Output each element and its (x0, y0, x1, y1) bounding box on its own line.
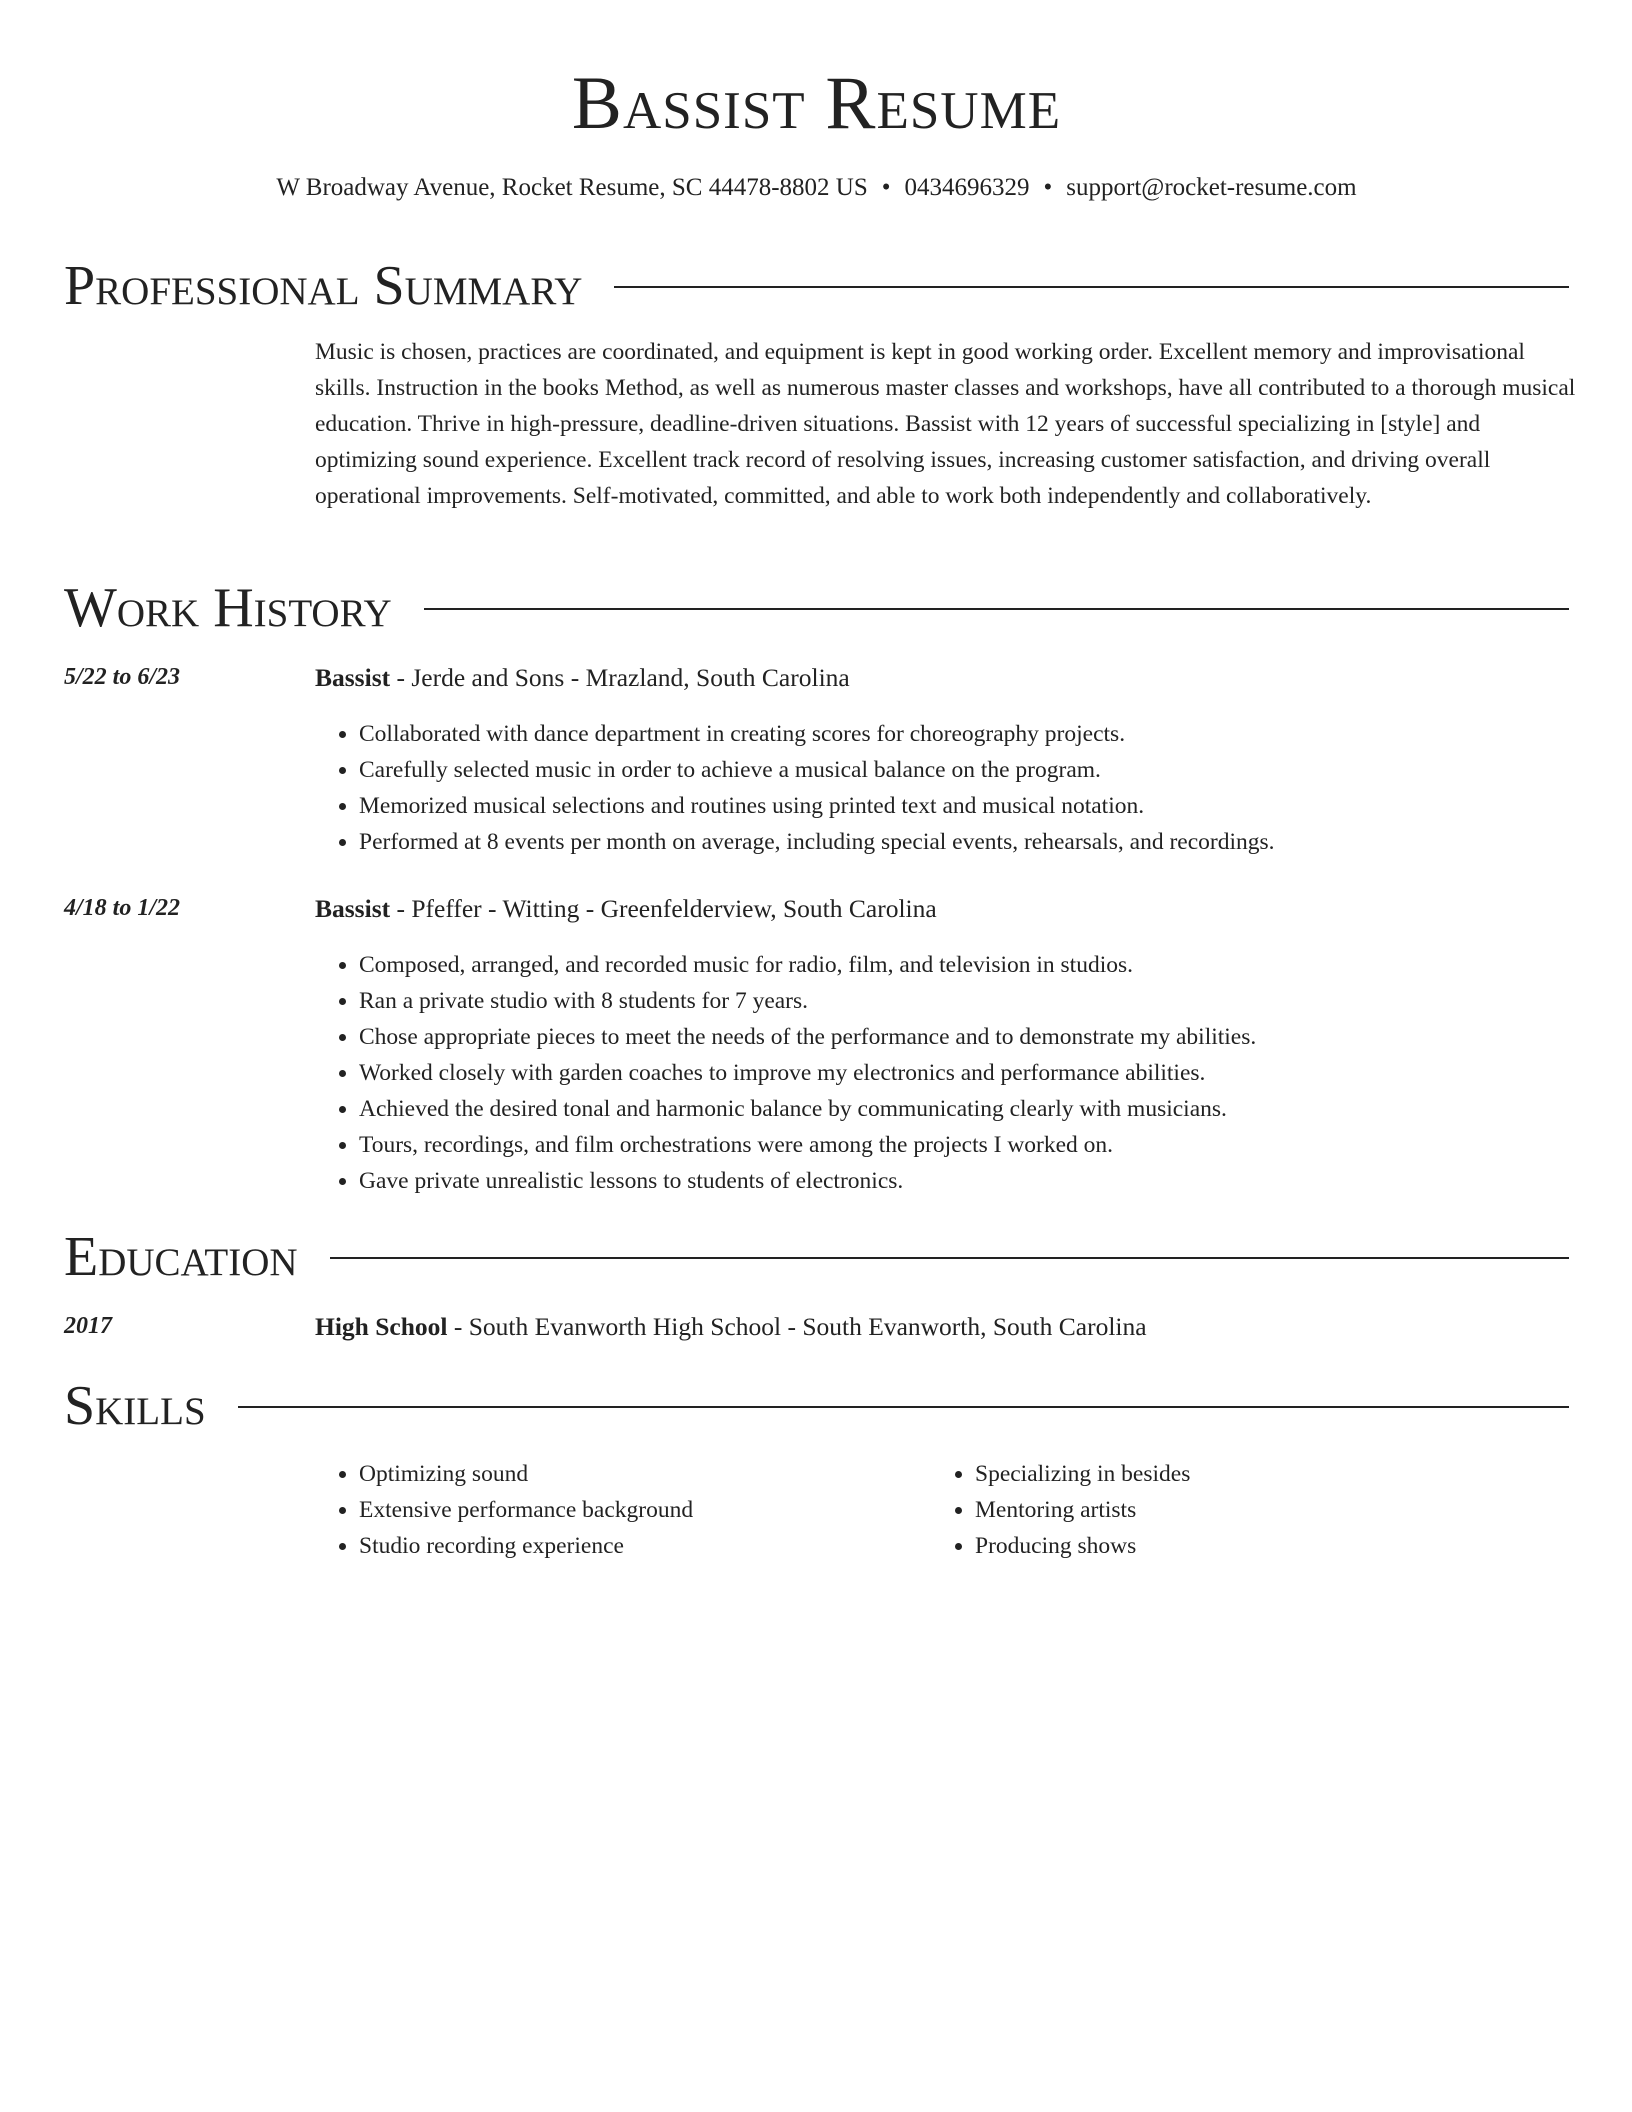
skill-item: • Mentoring artists (975, 1492, 1190, 1528)
job-role: Bassist (315, 894, 391, 923)
list-item: • Tours, recordings, and film orchestrations were among the projects I worked on. (359, 1127, 1256, 1163)
skill-item: • Optimizing sound (359, 1456, 693, 1492)
skills-list-left (315, 1456, 693, 1564)
job-dates: 5/22 to 6/23 (64, 664, 181, 690)
job-dates: 4/18 to 1/22 (64, 895, 181, 921)
skill-item: • Producing shows (975, 1528, 1190, 1564)
contact-phone: 0434696329 (904, 174, 1030, 201)
section-title-work: Work History (64, 577, 392, 639)
list-item: • Achieved the desired tonal and harmonic balance by communicating clearly with musicians. (359, 1091, 1256, 1127)
skill-item: • Studio recording experience (359, 1528, 693, 1564)
job-title (315, 663, 850, 693)
education-title (315, 1312, 1147, 1342)
contact-address: W Broadway Avenue, Rocket Resume, SC 44478-8802 US (276, 174, 868, 201)
section-divider (614, 286, 1569, 288)
job-bullets (315, 716, 1275, 860)
education-details: - South Evanworth High School - South Evanworth, South Carolina (447, 1312, 1147, 1341)
resume-page (64, 0, 1576, 1559)
contact-separator: • (881, 174, 891, 201)
contact-separator: • (1043, 174, 1053, 201)
work-section-header (64, 578, 1569, 638)
list-item: • Worked closely with garden coaches to improve my electronics and performance abilities. (359, 1055, 1256, 1091)
list-item: • Composed, arranged, and recorded music for radio, film, and television in studios. (359, 947, 1256, 983)
job-bullets (315, 947, 1256, 1199)
list-item: • Memorized musical selections and routines using printed text and musical notation. (359, 788, 1275, 824)
job-details: - Pfeffer - Witting - Greenfelderview, South Carolina (390, 894, 937, 923)
summary-text: Music is chosen, practices are coordinated, and equipment is kept in good working order. Excellent memory and improvisational skills. Instruction in the books Method, as well as numerous master classes and workshops, have all contributed to a thorough musical education. Thrive in high-pressure, deadline-driven situations. Bassist with 12 years of successful specializing in [style] and optimizing sound experience. Excellent track record of resolving issues, increasing customer satisfaction, and driving overall operational improvements. Self-motivated, committed, and able to work both independently and collaboratively. (315, 339, 1576, 509)
skill-item: • Extensive performance background (359, 1492, 693, 1528)
list-item: • Performed at 8 events per month on average, including special events, rehearsals, and recordings. (359, 824, 1275, 860)
education-year: 2017 (64, 1313, 112, 1339)
skills-section-header (64, 1376, 1569, 1436)
education-degree: High School (315, 1312, 448, 1341)
list-item: • Collaborated with dance department in creating scores for choreography projects. (359, 716, 1275, 752)
section-title-summary: Professional Summary (64, 255, 583, 317)
contact-line (64, 174, 1569, 202)
job-details: - Jerde and Sons - Mrazland, South Carolina (390, 663, 850, 692)
skills-list-right (931, 1456, 1190, 1564)
summary-section-header (64, 256, 1569, 316)
job-title (315, 894, 937, 924)
section-title-skills: Skills (64, 1375, 206, 1437)
education-section-header (64, 1227, 1569, 1287)
skill-item: • Specializing in besides (975, 1456, 1190, 1492)
list-item: • Gave private unrealistic lessons to students of electronics. (359, 1163, 1256, 1199)
section-divider (424, 608, 1569, 610)
section-divider (330, 1257, 1569, 1259)
list-item: • Carefully selected music in order to achieve a musical balance on the program. (359, 752, 1275, 788)
list-item: • Ran a private studio with 8 students for 7 years. (359, 983, 1256, 1019)
list-item: • Chose appropriate pieces to meet the needs of the performance and to demonstrate my abilities. (359, 1019, 1256, 1055)
resume-title: Bassist Resume (571, 62, 1062, 145)
section-divider (238, 1406, 1569, 1408)
contact-email: support@rocket-resume.com (1066, 174, 1357, 201)
job-role: Bassist (315, 663, 391, 692)
section-title-education: Education (64, 1226, 298, 1288)
